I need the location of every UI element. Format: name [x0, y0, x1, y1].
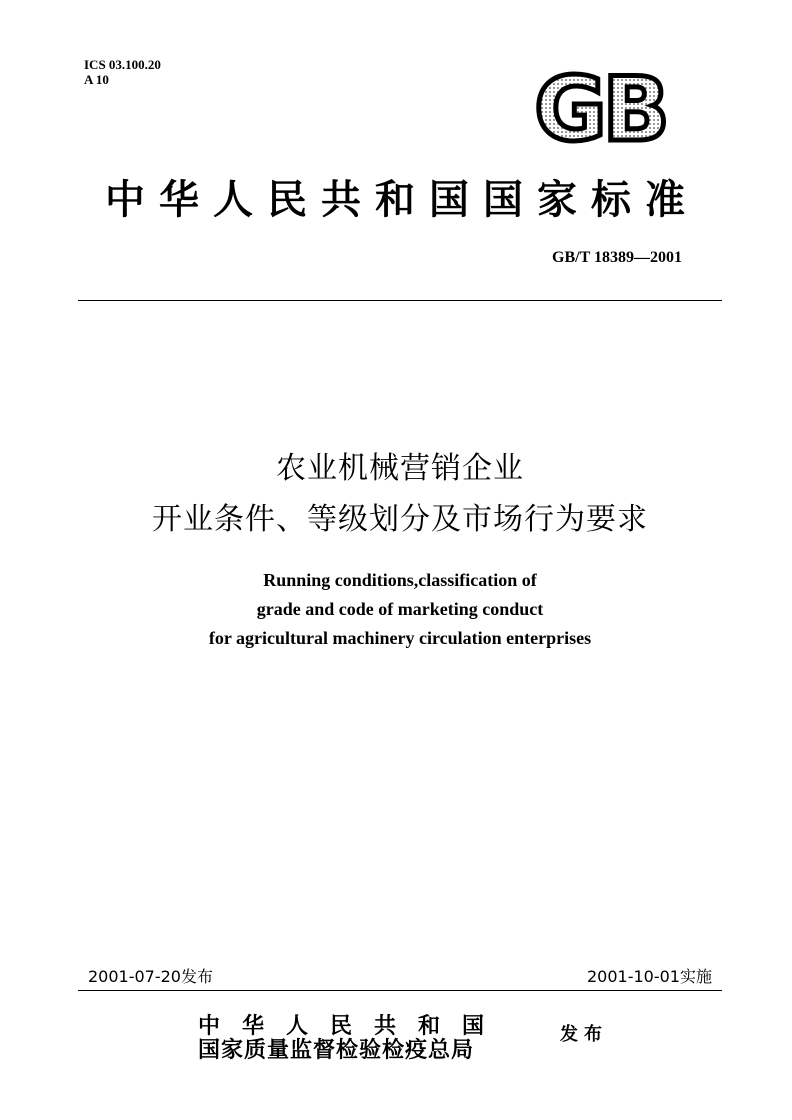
publisher-line1: 中华人民共和国 — [198, 1013, 507, 1039]
national-standard-title: 中华人民共和国国家标准 — [105, 176, 699, 223]
bottom-divider — [78, 990, 722, 991]
gb-logo — [520, 66, 680, 156]
implementation-date: 2001-10-01实施 — [587, 967, 712, 986]
title-en-line2: grade and code of marketing conduct — [256, 599, 544, 619]
ics-code: ICS 03.100.20 — [84, 57, 161, 72]
title-en-line1: Running conditions,classification of — [263, 570, 537, 590]
gb-logo-lettering: GB — [534, 66, 666, 156]
publish-label: 发布 — [560, 1024, 608, 1045]
publisher-line2: 国家质量监督检验检疫总局 — [198, 1037, 475, 1063]
ccs-code: A 10 — [84, 72, 109, 87]
top-divider — [78, 300, 722, 301]
issue-date: 2001-07-20发布 — [88, 967, 213, 986]
standard-number: GB/T 18389—2001 — [552, 249, 682, 266]
title-en-line3: for agricultural machinery circulation enterprises — [208, 628, 592, 648]
title-cn-line2: 开业条件、等级划分及市场行为要求 — [152, 502, 648, 537]
title-cn-line1: 农业机械营销企业 — [276, 451, 524, 486]
